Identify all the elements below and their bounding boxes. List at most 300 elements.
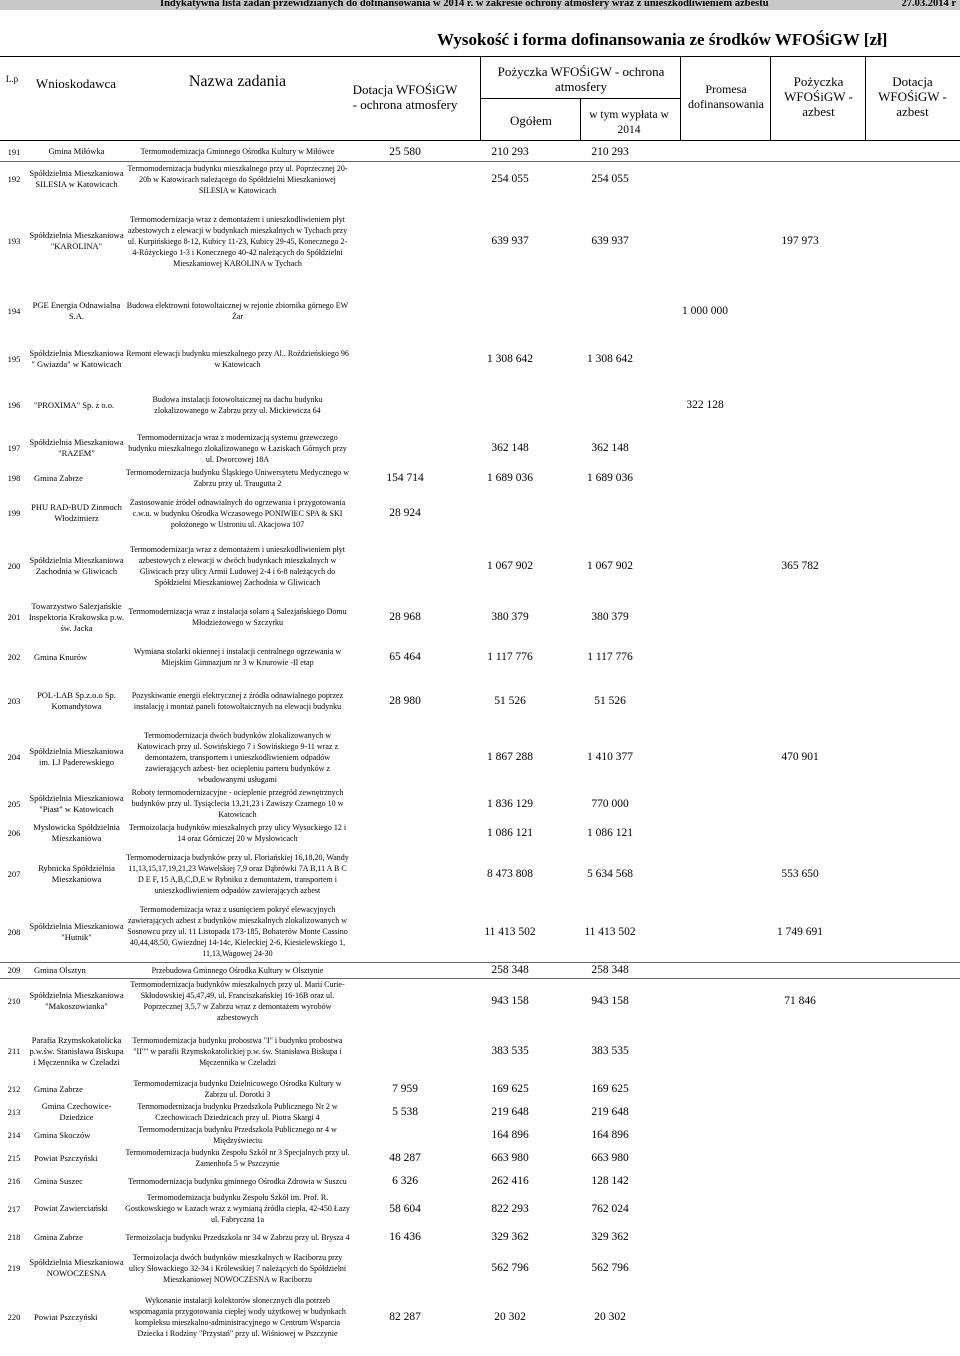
row-pozyczka-azbest [750,1225,850,1249]
row-lp: 206 [7,828,21,838]
row-dotacja-azbest [850,639,960,675]
row-nazwa-zadania: Budowa instalacji fotowoltaicznej na dachu budynku zlokalizowanego w Zabrzu przy ul. Mickiewicza 64 [152,395,323,415]
row-lp: 214 [7,1130,21,1140]
row-nazwa-zadania: Zastosowanie źródeł odnawialnych do ogrzewania i przygotowania c.w.u. w budynku Ośrodka Wczasowego PONIWIEC SPA & SKI położonego w Ustroniu ul. Akacjowa 107 [129,497,346,529]
row-pozyczka-ogolem: 329 362 [491,1231,529,1243]
row-pozyczka-ogolem: 822 293 [491,1202,529,1215]
row-dotacja-ochrona: 28 924 [389,507,421,519]
row-dotacja-ochrona [350,429,460,467]
row-wnioskodawca: Gmina Skoczów [34,1129,91,1140]
row-wyplata-2014: 1 117 776 [587,651,633,663]
table-row [0,962,960,978]
row-pozyczka-ogolem: 562 796 [491,1262,529,1274]
row-promesa [660,1170,750,1192]
row-wyplata-2014: 164 896 [591,1129,629,1141]
row-nazwa-zadania: Termomodernizacja budynków przy ul. Floriańskiej 16,18,20, Wandy 11,13,15,17,19,21,23 Wawelskiej 7,9 oraz Dąbrówki 7A B,11 A B C D E F, 15 A,B,C,D,E w Rybniku z demontażem, transportem i unieszkodliwieniem odpadów zawierających azbest [126,853,349,895]
row-wyplata-2014: 663 980 [591,1152,629,1164]
table-row [0,595,960,639]
row-dotacja-ochrona: 28 968 [389,611,421,623]
row-pozyczka-ogolem: 11 413 502 [484,925,536,938]
row-pozyczka-ogolem: 639 937 [491,235,529,247]
row-lp: 220 [7,1312,21,1322]
row-pozyczka-azbest [750,143,850,161]
row-wnioskodawca: Spółdzielnia Mieszkaniowa "Piast" w Katowicach [29,792,124,814]
table-row [0,1146,960,1170]
row-pozyczka-azbest: 197 973 [781,235,819,247]
table-row [0,639,960,675]
row-pozyczka-azbest [750,1146,850,1170]
row-lp: 202 [7,652,21,662]
row-promesa [660,675,750,727]
row-promesa [660,902,750,962]
document-date: 27.03.2014 r [901,0,956,9]
table-row [0,1225,960,1249]
row-nazwa-zadania: Budowa elektrowni fotowoltaicznej w rejonie zbiornika górnego EW Żar [126,301,349,321]
header-pozyczka-azbest: Pożyczka WFOŚiGW - azbest [784,74,853,119]
header-nazwa-zadania: Nazwa zadania [188,73,287,90]
row-promesa [660,1024,750,1078]
title-bar [0,0,960,10]
row-wnioskodawca: Gmina Miłówka [48,146,105,157]
header-wnioskodawca: Wnioskodawca [35,76,117,91]
row-wyplata-2014 [560,285,660,337]
table-row [0,337,960,381]
row-lp: 207 [7,869,21,879]
row-promesa [660,727,750,787]
row-dotacja-ochrona [350,787,460,820]
row-pozyczka-azbest [750,161,850,197]
row-dotacja-ochrona: 6 326 [392,1175,418,1187]
row-pozyczka-azbest [750,1192,850,1225]
row-pozyczka-ogolem: 254 055 [491,173,529,186]
row-promesa [660,143,750,161]
row-wyplata-2014: 1 689 036 [587,472,633,484]
row-wyplata-2014: 11 413 502 [584,925,636,938]
row-wyplata-2014: 562 796 [591,1262,629,1274]
row-promesa [660,1124,750,1146]
row-wyplata-2014: 1 067 902 [587,560,633,572]
header-pozyczka-ochrona: Pożyczka WFOŚiGW - ochrona atmosfery [497,64,665,94]
row-nazwa-zadania: Termomodernizacja budynku gminnego Ośrodka Zdrowia w Suszcu [128,1176,347,1186]
row-wyplata-2014: 210 293 [591,145,629,158]
row-pozyczka-azbest [750,595,850,639]
row-pozyczka-ogolem [460,489,560,537]
row-promesa [660,846,750,902]
row-nazwa-zadania: Termomodernizacja wraz z demontażem i unieszkodliwieniem płyt azbestowych z elewacji w dwóch budynkach mieszkalnych w Gliwicach przy ulicy Armii Ludowej 2-4 i 6-8 należących do Spółdzielni Mieszkaniowej Zachodnia w Gliwicach [130,545,345,587]
row-lp: 204 [7,752,21,762]
row-promesa [660,1146,750,1170]
document-title: Indykatywna lista zadań przewidzianych do dofinansowania w 2014 r. w zakresie ochrony atmosfery wraz z unieszkodliwieniem azbestu [160,0,769,9]
row-nazwa-zadania: Termomodernizacja budynku Dzielnicowego Ośrodka Kultury w Zabrzu ul. Dorotki 3 [133,1079,342,1099]
row-pozyczka-azbest [750,285,850,337]
row-pozyczka-azbest [750,1170,850,1192]
row-dotacja-azbest [850,846,960,902]
row-promesa: 1 000 000 [682,305,728,317]
table-row [0,285,960,337]
row-lp: 191 [7,146,21,157]
row-wnioskodawca: Rybnicka Spółdzielnia Mieszkaniowa [38,863,115,884]
row-promesa [660,1192,750,1225]
tasks-table [0,143,960,1347]
row-dotacja-ochrona [350,337,460,381]
row-promesa [660,1225,750,1249]
header-wyplata-2014: w tym wypłata w 2014 [589,109,669,136]
row-lp: 208 [7,926,21,937]
row-lp: 209 [7,965,21,975]
table-row [0,1100,960,1124]
row-pozyczka-azbest [750,1100,850,1124]
row-lp: 192 [7,174,21,185]
header-dotacja-ochrona: Dotacja WFOŚiGW - ochrona atmosfery [352,82,458,112]
header-divider [580,98,581,140]
row-promesa [660,1249,750,1287]
row-wyplata-2014: 51 526 [594,695,626,707]
row-wnioskodawca: PGE Energia Odnawialna S.A. [32,300,121,321]
table-row [0,1170,960,1192]
row-wnioskodawca: Gmina Zabrze [34,472,83,483]
row-wnioskodawca: Spółdzielnia Mieszkaniowa "Makoszowianka" [29,990,124,1012]
row-wyplata-2014: 639 937 [591,235,629,247]
row-pozyczka-azbest [750,1249,850,1287]
row-wyplata-2014: 1 410 377 [587,751,633,763]
row-dotacja-azbest [850,902,960,962]
row-pozyczka-azbest [750,1124,850,1146]
row-pozyczka-ogolem: 1 867 288 [487,751,533,763]
section-title: Wysokość i forma dofinansowania ze środków WFOŚiGW [zł] [437,30,888,49]
row-pozyczka-ogolem: 164 896 [491,1129,529,1141]
row-pozyczka-ogolem: 663 980 [491,1152,529,1164]
row-lp: 205 [7,798,21,809]
row-dotacja-ochrona: 65 464 [389,651,421,663]
row-dotacja-ochrona [350,962,460,978]
row-pozyczka-ogolem: 1 117 776 [487,651,533,663]
table-row [0,787,960,820]
row-dotacja-azbest [850,978,960,1024]
row-wyplata-2014: 770 000 [591,797,629,810]
row-dotacja-azbest [850,820,960,846]
row-lp: 197 [7,443,21,453]
row-dotacja-azbest [850,197,960,285]
row-dotacja-azbest [850,285,960,337]
row-nazwa-zadania: Termomodernizacja budynku Zespołu Szkół im. Prof. R. Gostkowskiego w Łazach wraz z wymianą źródła ciepła, 42-450 Łazy ul. Fabryczna 1a [125,1193,350,1224]
row-pozyczka-azbest: 1 749 691 [777,925,823,938]
row-nazwa-zadania: Termomodernizacja budynku Przedszkola Publicznego Nr 2 w Czechowicach Dziedzicach przy ul. Piotra Skargi 4 [137,1102,338,1122]
row-nazwa-zadania: Pozyskiwanie energii elektrycznej z źródła odnawialnego poprzez instalację i montaż paneli fotowoltaicznych na elewacji budynku [131,691,344,711]
row-lp: 195 [7,354,21,364]
row-lp: 216 [7,1176,21,1186]
row-nazwa-zadania: Termoizolacja budynków mieszkalnych przy ulicy Wysockiego 12 i 14 oraz Górniczej 20 w Mysłowicach [128,823,347,843]
row-dotacja-azbest [850,727,960,787]
table-row [0,727,960,787]
table-row [0,846,960,902]
row-wyplata-2014: 1 086 121 [587,827,633,839]
table-row [0,537,960,595]
row-wnioskodawca: Spółdzielnia Mieszkaniowa Zachodnia w Gliwicach [29,555,124,576]
row-wyplata-2014: 383 535 [591,1045,629,1057]
row-wyplata-2014: 5 634 568 [587,868,633,880]
row-pozyczka-azbest [750,429,850,467]
row-dotacja-ochrona: 58 604 [389,1202,421,1215]
row-wnioskodawca: Gmina Czechowice-Dziedzice [41,1101,112,1122]
row-pozyczka-ogolem: 219 648 [491,1106,529,1118]
row-wnioskodawca: Spółdzielnia Mieszkaniowa "KAROLINA" [29,230,124,251]
row-wnioskodawca: Towarzystwo Salezjańskie Inspektoria Krakowska p.w. św. Jacka [28,600,125,633]
row-dotacja-azbest [850,675,960,727]
row-wnioskodawca: PHU RAD-BUD Zinmoch Włodzimierz [31,502,122,523]
header-dotacja-azbest: Dotacja WFOŚiGW - azbest [878,74,947,119]
row-wnioskodawca: Gmina Zabrze [34,1083,83,1094]
table-row [0,489,960,537]
row-nazwa-zadania: Termomodernizacja wraz z instalacja solarn ą Salezjańskiego Domu Młodzieżowego w Szczyrku [128,607,347,627]
row-nazwa-zadania: Roboty termomodernizacyjne - ocieplenie przegród zewnętrznych budynków przy ul. Tysiąclecia 13,21,23 i Zawiszy Czarnego 10 w Katowicach [131,788,344,819]
row-nazwa-zadania: Termomodernizacja dwóch budynków zlokalizowanych w Katowicach przy ul. Sowińskiego 7 i Sowińskiego 9-11 wraz z demontażem, transportem i unieszkodliwieniem odpadów zawierających azbest- bez ociepleniu parteru budynków z wbudowanymi usługami [137,730,338,784]
table-row [0,1124,960,1146]
row-lp: 218 [7,1232,21,1242]
row-wnioskodawca: "PROXIMA" Sp. z o.o. [34,399,115,410]
row-dotacja-azbest [850,161,960,197]
row-dotacja-azbest [850,1146,960,1170]
row-wyplata-2014 [560,381,660,429]
row-promesa [660,337,750,381]
row-nazwa-zadania: Termomodernizacja budynku Zespołu Szkół nr 3 Specjalnych przy ul. Zamenhofa 5 w Pszczynie [125,1148,350,1168]
table-row [0,1287,960,1347]
row-nazwa-zadania: Termomodernizacja budynku probostwa "I" i budynku probostwa "II"" w parafii Rzymskokatolickiej p.w. św. Stanisława Biskupa i Męczennika w Czeladzi [132,1035,343,1067]
row-pozyczka-ogolem: 380 379 [491,611,529,623]
row-lp: 211 [7,1046,21,1056]
row-nazwa-zadania: Termoizolacja dwóch budynków mieszkalnych w Raciborzu przy ulicy Słowackiego 32-34 i Królewskiej 7 należących do Spółdzielni Mieszkaniowej NOWOCZESNA w Raciborzu [128,1252,347,1284]
row-pozyczka-azbest [750,639,850,675]
header-divider [770,56,771,140]
row-dotacja-ochrona [350,1249,460,1287]
row-lp: 203 [7,696,21,706]
row-nazwa-zadania: Termomodernizacja budynku mieszkalnego przy ul. Poprzecznej 20-20b w Katowicach należącego do Spółdzielni Mieszkaniowej SILESIA w Katowicach [127,163,348,195]
row-pozyczka-ogolem: 383 535 [491,1045,529,1057]
row-dotacja-azbest [850,962,960,978]
row-wnioskodawca: Spółdzielnia Mieszkaniowa im. I.J Paderewskiego [29,746,124,767]
row-nazwa-zadania: Termomodernizacja budynków mieszkalnych przy ul. Marii Curie-Skłodowskiej 45,47,49, ul. Franciszkańskiej 16-16B oraz ul. Poprzecznej 3,5,7 w Zabrzu wraz z demontażem wyrobów azbestowych [130,980,345,1023]
row-dotacja-ochrona: 82 287 [389,1311,421,1323]
row-wyplata-2014: 20 302 [594,1311,626,1323]
table-row [0,1078,960,1100]
header-promesa: Promesa dofinansowania [688,82,764,111]
row-wyplata-2014: 258 348 [591,964,629,976]
row-nazwa-zadania: Wykonanie instalacji kolektorów słonecznych dla potrzeb wspomagania przygotowania ciepłej wody użytkowej w budynkach kompleksu mieszkalno-administracyjnego w Centrum Wsparcia Dziecka i Rodziny "Przystań" przy ul. Wiśniowej w Pszczynie [129,1296,346,1338]
row-promesa [660,787,750,820]
row-dotacja-azbest [850,429,960,467]
row-wnioskodawca: Spółdzielnia Mieszkaniowa SILESIA w Katowicach [29,168,124,190]
row-wnioskodawca: Spółdzielnia Mieszkaniowa "RAZEM" [29,437,124,458]
row-dotacja-azbest [850,1249,960,1287]
row-dotacja-ochrona: 154 714 [386,472,424,484]
row-pozyczka-azbest: 71 846 [784,995,816,1008]
row-pozyczka-azbest [750,787,850,820]
row-nazwa-zadania: Wymiana stolarki okiennej i instalacji centralnego ogrzewania w Miejskim Gimnazjum nr 3 w Knurowie -II etap [133,647,342,667]
row-pozyczka-ogolem: 1 308 642 [487,353,533,365]
row-dotacja-ochrona [350,978,460,1024]
row-promesa [660,639,750,675]
row-dotacja-azbest [850,537,960,595]
row-promesa [660,489,750,537]
row-promesa [660,962,750,978]
header-lp: L.p [5,74,19,84]
row-nazwa-zadania: Termomodernizacja budynku Przedszkola Publicznego nr 4 w Międzyświeciu [138,1125,337,1145]
row-dotacja-azbest [850,1192,960,1225]
row-nazwa-zadania: Termomodernizacja budynku Śląskiego Uniwersytetu Medycznego w Zabrzu przy ul. Traugutta 2 [125,468,350,488]
row-wyplata-2014: 362 148 [591,442,629,454]
row-wnioskodawca: Powiat Zawierciański [34,1203,108,1213]
row-wyplata-2014 [560,489,660,537]
row-wnioskodawca: Mysłowicka Spółdzielnia Mieszkaniowa [33,822,120,843]
row-dotacja-ochrona [350,537,460,595]
row-dotacja-ochrona [350,161,460,197]
row-promesa [660,1078,750,1100]
row-lp: 200 [7,561,21,571]
row-promesa [660,197,750,285]
row-dotacja-ochrona: 16 436 [389,1231,421,1243]
row-dotacja-azbest [850,1287,960,1347]
row-pozyczka-ogolem: 1 689 036 [487,472,533,484]
table-row [0,820,960,846]
row-pozyczka-ogolem: 262 416 [491,1175,529,1187]
row-pozyczka-azbest [750,1078,850,1100]
row-pozyczka-azbest [750,467,850,489]
row-promesa [660,467,750,489]
row-pozyczka-ogolem: 51 526 [494,695,526,707]
row-pozyczka-ogolem: 362 148 [491,442,529,454]
row-lp: 212 [7,1084,21,1094]
row-wnioskodawca: Gmina Knurów [34,651,88,662]
row-pozyczka-azbest [750,820,850,846]
row-dotacja-ochrona [350,902,460,962]
row-nazwa-zadania: Termomodernizacja Gminnego Ośrodka Kultury w Miłówce [140,147,335,157]
row-pozyczka-ogolem: 8 473 808 [487,868,533,880]
row-dotacja-azbest [850,489,960,537]
row-lp: 199 [7,508,21,518]
row-promesa [660,1287,750,1347]
row-lp: 196 [7,400,21,410]
header-bottom-rule [0,140,960,141]
row-dotacja-azbest [850,787,960,820]
row-lp: 193 [7,236,21,246]
table-row [0,161,960,197]
row-dotacja-azbest [850,467,960,489]
table-row [0,675,960,727]
row-wyplata-2014: 254 055 [591,173,629,186]
row-pozyczka-azbest [750,675,850,727]
row-dotacja-ochrona [350,1024,460,1078]
row-wyplata-2014: 1 308 642 [587,353,633,365]
row-dotacja-ochrona: 48 287 [389,1152,421,1164]
row-pozyczka-ogolem [460,285,560,337]
row-wyplata-2014: 219 648 [591,1106,629,1118]
row-dotacja-azbest [850,1124,960,1146]
row-dotacja-azbest [850,1225,960,1249]
row-dotacja-azbest [850,143,960,161]
row-promesa [660,978,750,1024]
row-lp: 217 [7,1203,21,1214]
row-dotacja-ochrona: 7 959 [392,1083,418,1095]
row-promesa [660,429,750,467]
row-wnioskodawca: Spółdzielnia Mieszkaniowa " Gwiazda" w Katowicach [29,348,124,369]
row-dotacja-ochrona: 5 538 [392,1106,418,1118]
row-pozyczka-azbest [750,962,850,978]
table-row [0,197,960,285]
row-pozyczka-azbest: 365 782 [781,560,819,572]
row-dotacja-azbest [850,1024,960,1078]
row-dotacja-azbest [850,337,960,381]
row-promesa [660,595,750,639]
row-wyplata-2014: 169 625 [591,1083,629,1095]
row-lp: 198 [7,473,21,483]
row-wyplata-2014: 380 379 [591,611,629,623]
row-wnioskodawca: POL-LAB Sp.z.o.o Sp. Komandytowa [37,690,116,711]
row-wnioskodawca: Powiat Pszczyński [34,1152,98,1163]
row-wnioskodawca: Spółdzielnia Mieszkaniowa "Hutnik" [29,920,124,942]
row-pozyczka-azbest: 470 901 [781,751,819,763]
row-pozyczka-azbest [750,489,850,537]
table-row [0,1192,960,1225]
row-dotacja-ochrona [350,1124,460,1146]
row-pozyczka-azbest: 553 650 [781,868,819,880]
row-pozyczka-ogolem: 1 836 129 [487,797,533,810]
row-nazwa-zadania: Termomodernizacja wraz z modernizacją systemu grzewczego budynku mieszkalnego zlokalizowanego w Łaziskach Górnych przy ul. Dworcowej 18A [128,432,347,464]
row-wyplata-2014: 329 362 [591,1231,629,1243]
row-dotacja-ochrona [350,727,460,787]
row-wnioskodawca: Gmina Suszec [34,1175,83,1186]
row-wyplata-2014: 943 158 [591,995,629,1008]
row-dotacja-azbest [850,1170,960,1192]
row-lp: 215 [7,1153,21,1163]
header-divider [480,56,481,140]
row-dotacja-azbest [850,1078,960,1100]
row-pozyczka-ogolem: 210 293 [491,145,529,158]
row-dotacja-ochrona [350,381,460,429]
row-promesa [660,1100,750,1124]
row-nazwa-zadania: Przebudowa Gminnego Ośrodka Kultury w Olsztynie [151,965,324,975]
row-promesa: 322 128 [686,399,724,411]
row-nazwa-zadania: Remont elewacji budynku mieszkalnego przy Al.. Roździeńskiego 96 w Katowicach [126,349,349,369]
row-lp: 201 [7,612,21,622]
row-promesa [660,537,750,595]
table-row [0,429,960,467]
row-pozyczka-azbest [750,1024,850,1078]
row-promesa [660,161,750,197]
row-wnioskodawca: Gmina Olsztyn [34,964,86,975]
row-lp: 213 [7,1107,21,1117]
row-pozyczka-ogolem: 1 067 902 [487,560,533,572]
row-wnioskodawca: Gmina Zabrze [34,1231,83,1242]
row-nazwa-zadania: Termoizolacja budynku Przedszkola nr 34 w Zabrzu przy ul. Brysza 4 [125,1232,350,1242]
row-dotacja-ochrona [350,820,460,846]
row-lp: 210 [7,996,21,1007]
table-row [0,902,960,962]
row-pozyczka-ogolem: 1 086 121 [487,827,533,839]
row-pozyczka-ogolem: 943 158 [491,995,529,1008]
header-divider [865,56,866,140]
row-wyplata-2014: 762 024 [591,1202,629,1215]
row-pozyczka-azbest [750,381,850,429]
row-pozyczka-ogolem: 20 302 [494,1311,526,1323]
row-dotacja-ochrona [350,285,460,337]
row-nazwa-zadania: Termomodernizacja wraz z demontażem i unieszkodliwieniem płyt azbestowych z elewacji w budynkach mieszkalnych w Tychach przy ul. Kurpińskiego 8-12, Kubicy 11-23, Kubicy 29-45, Konecznego 2-4-Różyckiego 1-3 i Konecznego 40-42 należących do Spółdzielni Mieszkaniowej KAROLINA w Tychach [127,214,348,268]
row-pozyczka-azbest [750,337,850,381]
row-lp: 219 [7,1263,21,1273]
row-lp: 194 [7,306,21,316]
row-wyplata-2014: 128 142 [591,1175,629,1187]
row-pozyczka-ogolem [460,381,560,429]
table-row [0,467,960,489]
table-row [0,381,960,429]
